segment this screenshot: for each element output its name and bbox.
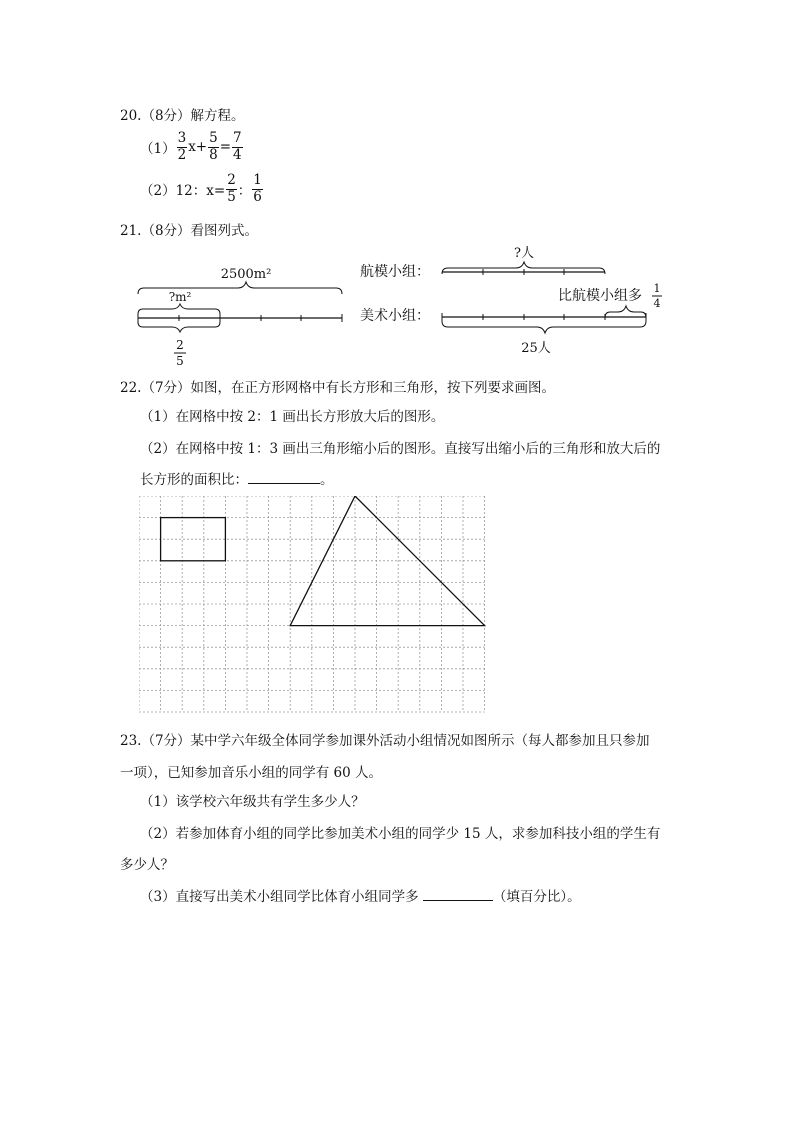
- fraction-7-4: $\frac{7}{4}$: [233, 130, 242, 163]
- row1-top-label: ?人: [514, 246, 534, 261]
- q20-p2-pre: 12：x=: [175, 183, 226, 199]
- q22-title: 22.（7分）如图，在正方形网格中有长方形和三角形，按下列要求画图。: [120, 380, 556, 396]
- left-frac-den: 5: [176, 354, 184, 368]
- q20-equation-1: [140, 132, 244, 162]
- square-grid: [139, 496, 489, 716]
- q20-p1-x: x+: [188, 139, 208, 155]
- answer-blank-area-ratio[interactable]: [248, 471, 320, 484]
- q20-p2-label: （2）: [140, 183, 176, 199]
- fraction-5-8: $\frac{5}{8}$: [209, 130, 218, 163]
- row2-total-label: 25人: [521, 341, 551, 356]
- more-frac-den: 4: [653, 297, 661, 310]
- q21-left-diagram: [130, 238, 360, 368]
- q23-part-3-text: （3）直接写出美术小组同学比体育小组同学多: [140, 889, 423, 905]
- left-frac-num: 2: [176, 338, 184, 352]
- fraction-1-6: $\frac{1}{6}$: [253, 172, 262, 205]
- q23-part-1: （1）该学校六年级共有学生多少人？: [140, 794, 365, 810]
- q23-part-2b: 多少人？: [120, 857, 174, 873]
- q20-title: 20.（8分）解方程。: [120, 108, 245, 124]
- answer-blank-percent[interactable]: [423, 888, 493, 901]
- more-frac-num: 1: [653, 282, 661, 295]
- q20-p1-label: （1）: [140, 141, 176, 157]
- q23-part-3: [140, 885, 581, 905]
- fraction-2-5: $\frac{2}{5}$: [227, 172, 236, 205]
- q20-p2-colon: ：: [237, 183, 252, 199]
- fraction-3-2: $\frac{3}{2}$: [177, 130, 187, 163]
- q21-title: 21.（8分）看图列式。: [120, 223, 259, 239]
- more-text: 比航模小组多: [558, 288, 642, 304]
- q23-part-3-end: （填百分比）。: [492, 889, 581, 905]
- row2-label: 美术小组：: [360, 308, 430, 324]
- row1-label: 航模小组：: [360, 264, 430, 280]
- q22-part-2b-text: 长方形的面积比：: [140, 472, 248, 488]
- q22-part-1: （1）在网格中按 2：1 画出长方形放大后的图形。: [140, 409, 445, 425]
- left-part-label: ?m²: [168, 290, 192, 304]
- q22-part-2a: （2）在网格中按 1：3 画出三角形缩小后的图形。直接写出缩小后的三角形和放大后的: [140, 441, 661, 457]
- q20-p1-equals: =: [219, 139, 232, 155]
- q20-equation-2: [140, 174, 264, 204]
- q23-line-2: 一项），已知参加音乐小组的同学有 60 人。: [120, 765, 383, 781]
- q23-line-1: 23.（7分）某中学六年级全体同学参加课外活动小组情况如图所示（每人都参加且只参加: [120, 733, 650, 749]
- q22-part-2b: [140, 468, 334, 488]
- q21-right-diagram: [356, 238, 676, 363]
- q22-part-2b-end: 。: [320, 472, 334, 488]
- left-total-label: 2500m²: [220, 267, 272, 282]
- q23-part-2a: （2）若参加体育小组的同学比参加美术小组的同学少 15 人，求参加科技小组的学生有: [140, 826, 661, 842]
